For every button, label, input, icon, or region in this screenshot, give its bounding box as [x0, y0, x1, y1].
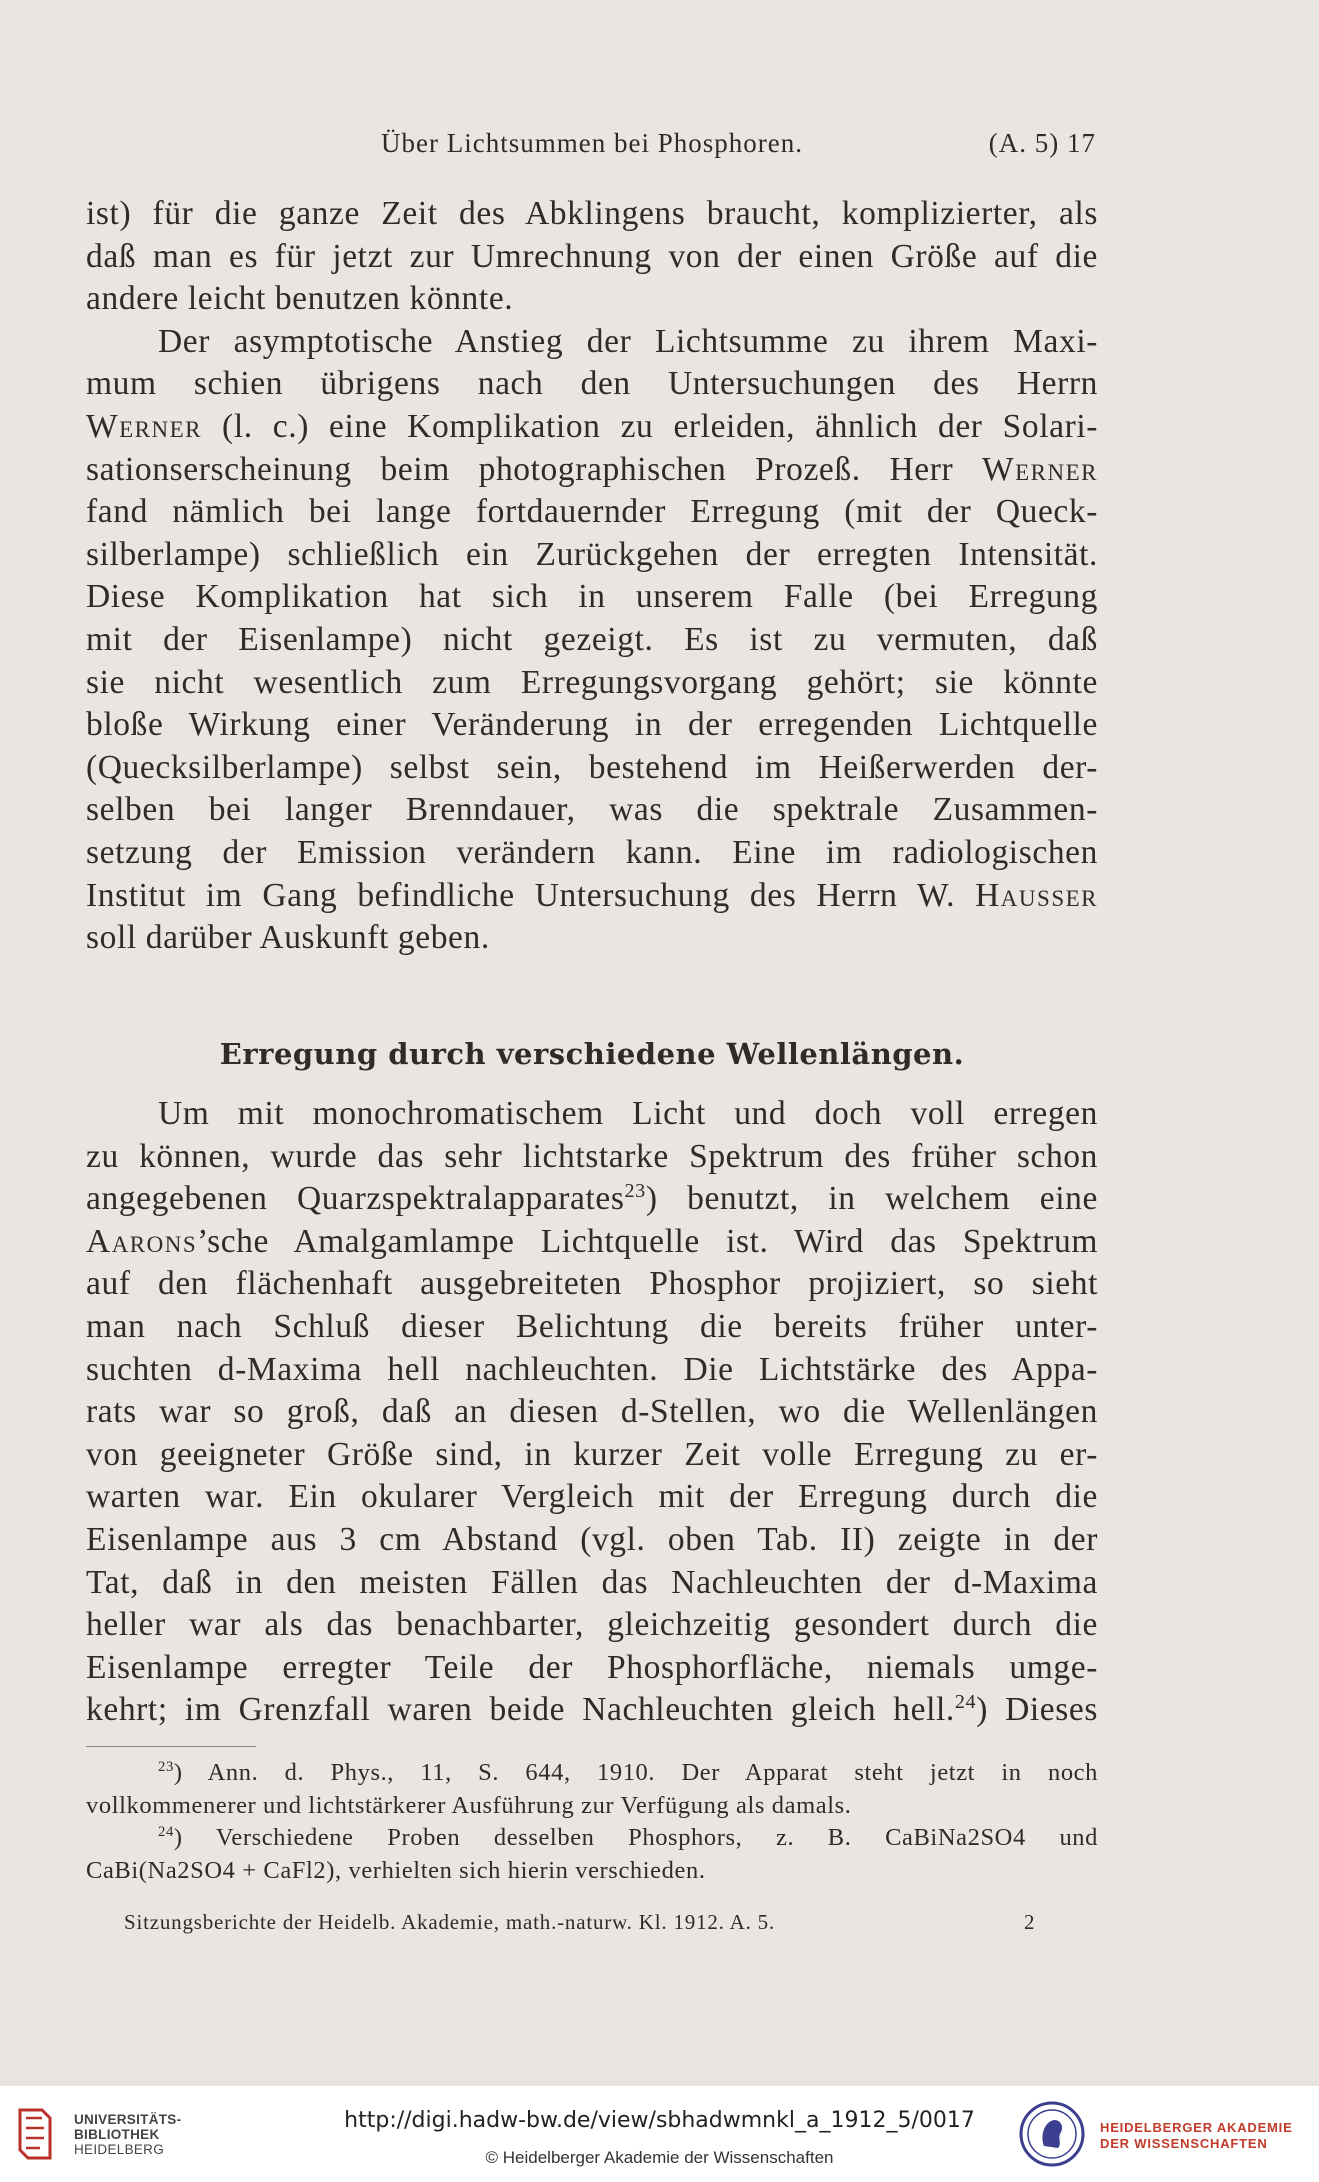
text-line: silberlampe) schließlich ein Zurückgehen der erregten Intensität. [86, 535, 1098, 573]
text-line: setzung der Emission verändern kann. Eine im radiologischen [86, 833, 1098, 871]
running-title: Über Lichtsummen bei Phosphoren. [381, 128, 803, 158]
text-line: Eisenlampe erregter Teile der Phosphorfläche, niemals umge- [86, 1648, 1098, 1686]
viewer-footer-bar [0, 2086, 1319, 2182]
text-line: zu können, wurde das sehr lichtstarke Spektrum des früher schon [86, 1137, 1098, 1175]
text-line: mum schien übrigens nach den Untersuchungen des Herrn [86, 365, 1098, 403]
text-line: Aarons’sche Amalgamlampe Lichtquelle ist. Wird das Spektrum [86, 1222, 1098, 1260]
text-line: (Quecksilberlampe) selbst sein, bestehend im Heißerwerden der- [86, 748, 1098, 786]
text-line: mit der Eisenlampe) nicht gezeigt. Es ist zu vermuten, daß [86, 620, 1098, 658]
section-heading: Erregung durch verschiedene Wellenlängen. [219, 1037, 965, 1071]
page-number: (A. 5) 17 [988, 128, 1096, 158]
text-line: Der asymptotische Anstieg der Lichtsumme zu ihrem Maxi- [158, 322, 1098, 360]
footnote-24-line-2: CaBi(Na2SO4 + CaFl2), verhielten sich hierin verschieden. [86, 1856, 706, 1884]
university-library-name: UNIVERSITÄTS- BIBLIOTHEK HEIDELBERG [74, 2112, 182, 2157]
text-line: andere leicht benutzen könnte. [86, 280, 514, 318]
footnote-23-line-1: $^{23}$) Ann. d. Phys., 11, S. 644, 1910. Der Apparat steht jetzt in noch [158, 1759, 1098, 1786]
text-line: Diese Komplikation hat sich in unserem Falle (bei Erregung [86, 578, 1098, 616]
text-line: fand nämlich bei lange fortdauernder Erregung (mit der Queck- [86, 493, 1098, 531]
imprint [124, 1910, 1036, 1935]
imprint-text: Sitzungsberichte der Heidelb. Akademie, math.-naturw. Kl. 1912. A. 5. [124, 1910, 776, 1934]
text-line: kehrt; im Grenzfall waren beide Nachleuchten gleich hell.$^{24}$) Dieses [86, 1691, 1098, 1729]
text-line: heller war als das benachbarter, gleichzeitig gesondert durch die [86, 1606, 1098, 1644]
text-line: suchten d-Maxima hell nachleuchten. Die Lichtstärke des Appa- [86, 1350, 1098, 1388]
running-head [88, 128, 1096, 168]
permalink-url[interactable]: http://digi.hadw-bw.de/view/sbhadwmnkl_a_1912_5/0017 [344, 2108, 975, 2133]
text-line: bloße Wirkung einer Veränderung in der erregenden Lichtquelle [86, 706, 1098, 744]
text-line: Werner (l. c.) eine Komplikation zu erleiden, ähnlich der Solari- [86, 407, 1098, 445]
academy-name: HEIDELBERGER AKADEMIE DER WISSENSCHAFTEN [1100, 2120, 1293, 2151]
text-line: warten war. Ein okularer Vergleich mit der Erregung durch die [86, 1478, 1098, 1516]
academy-seal-icon[interactable] [1018, 2100, 1086, 2168]
text-line: von geeigneter Größe sind, in kurzer Zeit volle Erregung zu er- [86, 1435, 1098, 1473]
text-line: angegebenen Quarzspektralapparates$^{23}$) benutzt, in welchem eine [86, 1180, 1098, 1218]
footnotes [86, 1757, 1098, 1887]
text-line: Um mit monochromatischem Licht und doch voll erregen [158, 1095, 1098, 1132]
text-line: soll darüber Auskunft geben. [86, 919, 490, 957]
text-line: Eisenlampe aus 3 cm Abstand (vgl. oben Tab. II) zeigte in der [86, 1520, 1098, 1558]
text-line: daß man es für jetzt zur Umrechnung von der einen Größe auf die [86, 237, 1098, 275]
text-line: ist) für die ganze Zeit des Abklingens braucht, komplizierter, als [86, 195, 1098, 232]
text-line: sationserscheinung beim photographischen Prozeß. Herr Werner [86, 450, 1098, 488]
text-line: man nach Schluß dieser Belichtung die bereits früher unter- [86, 1307, 1098, 1345]
text-line: sie nicht wesentlich zum Erregungsvorgang gehört; sie könnte [86, 663, 1098, 701]
text-line: Institut im Gang befindliche Untersuchung des Herrn W. Hausser [86, 876, 1098, 914]
text-line: Tat, daß in den meisten Fällen das Nachleuchten der d-Maxima [86, 1563, 1098, 1601]
body-text-section-1 [86, 193, 1098, 960]
text-line: auf den flächenhaft ausgebreiteten Phosphor projiziert, so sieht [86, 1265, 1098, 1303]
copyright-notice: © Heidelberger Akademie der Wissenschaften [485, 2148, 834, 2167]
text-line: rats war so groß, daß an diesen d-Stellen, wo die Wellenlängen [86, 1393, 1098, 1431]
footnote-23-line-2: vollkommenerer und lichtstärkerer Ausführung zur Verfügung als damals. [86, 1791, 852, 1819]
footnote-rule [86, 1746, 256, 1747]
text-line: selben bei langer Brenndauer, was die spektrale Zusammen- [86, 791, 1098, 829]
signature-mark: 2 [1024, 1910, 1036, 1934]
footnote-24-line-1: $^{24}$) Verschiedene Proben desselben Phosphors, z. B. CaBiNa2SO4 und [158, 1824, 1098, 1851]
body-text-section-2 [86, 1093, 1098, 1732]
